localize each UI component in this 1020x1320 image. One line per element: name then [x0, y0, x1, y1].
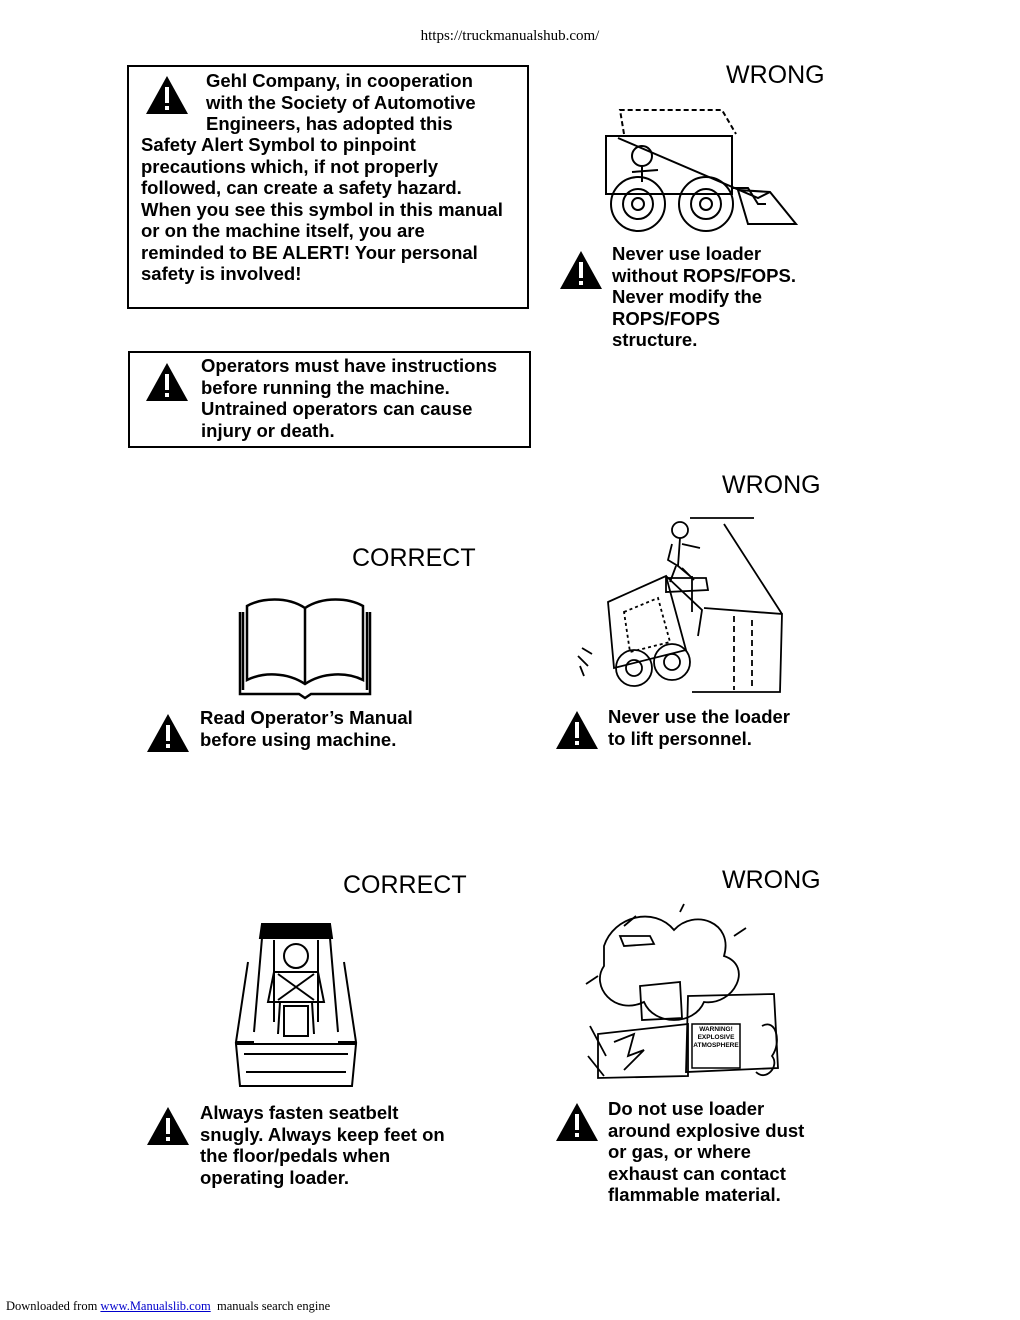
- rops-line: structure.: [612, 329, 698, 350]
- rops-wrong-label: WRONG: [726, 61, 825, 89]
- explosive-sign-text: WARNING! EXPLOSIVE ATMOSPHERE: [693, 1026, 739, 1049]
- seatbelt-correct-label: CORRECT: [343, 871, 467, 899]
- intro-line: When you see this symbol in this manual: [141, 198, 503, 220]
- seatbelt-warning-text: [200, 1102, 445, 1188]
- manual-warning-text: [200, 707, 413, 750]
- safety-alert-icon: [146, 1106, 190, 1146]
- rops-line: without ROPS/FOPS.: [612, 264, 796, 286]
- safety-alert-icon: [555, 710, 599, 750]
- footer-suffix: manuals search engine: [210, 1299, 331, 1313]
- explosive-line: or gas, or where: [608, 1141, 751, 1162]
- manualslib-link[interactable]: www.Manualslib.com: [100, 1299, 211, 1313]
- intro-text-body: [141, 134, 503, 285]
- intro-line: with the Society of Automotive: [206, 91, 476, 113]
- personnel-wrong-label: WRONG: [722, 471, 821, 499]
- explosive-warning-text: [608, 1098, 804, 1206]
- personnel-line: to lift personnel.: [608, 727, 752, 749]
- safety-alert-icon: [559, 250, 603, 290]
- intro-line: or on the machine itself, you are: [141, 220, 425, 241]
- explosive-wrong-label: WRONG: [722, 866, 821, 894]
- explosive-line: Do not use loader: [608, 1098, 765, 1119]
- rops-line: ROPS/FOPS: [612, 307, 720, 329]
- intro-line: precautions which, if not properly: [141, 155, 439, 177]
- safety-alert-intro-box: [127, 65, 529, 309]
- operator-seatbelt-illustration: [234, 922, 358, 1092]
- seatbelt-line: operating loader.: [200, 1166, 350, 1188]
- rops-line: Never use loader: [612, 243, 762, 264]
- intro-line: Gehl Company, in cooperation: [206, 70, 473, 91]
- manual-line: Read Operator’s Manual: [200, 707, 413, 728]
- explosive-line: around explosive dust: [608, 1119, 805, 1141]
- seatbelt-line: the floor/pedals when: [200, 1145, 391, 1166]
- intro-line: Safety Alert Symbol to pinpoint: [141, 134, 416, 155]
- operators-manual-book-icon: [237, 596, 373, 700]
- operators-text: [201, 355, 497, 441]
- safety-alert-icon: [146, 713, 190, 753]
- personnel-warning-text: [608, 706, 790, 749]
- rops-line: Never modify the: [612, 286, 763, 307]
- operators-line: Untrained operators can cause: [201, 398, 473, 419]
- footer-prefix: Downloaded from: [6, 1299, 101, 1313]
- loader-lifting-person-illustration: [574, 516, 784, 696]
- safety-alert-icon: [555, 1102, 599, 1142]
- operators-line: injury or death.: [201, 419, 335, 441]
- intro-line: reminded to BE ALERT! Your personal: [141, 241, 478, 263]
- intro-text-top: [206, 70, 476, 135]
- intro-line: Engineers, has adopted this: [206, 113, 453, 134]
- intro-line: followed, can create a safety hazard.: [141, 177, 462, 198]
- rops-warning-text: [612, 243, 796, 351]
- operators-instruction-box: [128, 351, 531, 448]
- seatbelt-line: snugly. Always keep feet on: [200, 1123, 445, 1145]
- operators-line: Operators must have instructions: [201, 355, 498, 376]
- safety-alert-icon: [145, 362, 189, 402]
- safety-alert-icon: [145, 75, 189, 115]
- loader-without-rops-illustration: [598, 108, 800, 234]
- operators-line: before running the machine.: [201, 376, 450, 398]
- loader-explosion-illustration: [584, 906, 784, 1090]
- manual-correct-label: CORRECT: [352, 544, 476, 572]
- explosive-line: flammable material.: [608, 1184, 781, 1205]
- seatbelt-line: Always fasten seatbelt: [200, 1102, 399, 1123]
- personnel-line: Never use the loader: [608, 706, 790, 727]
- download-footer: [6, 1299, 330, 1314]
- intro-line: safety is involved!: [141, 263, 302, 284]
- explosive-line: exhaust can contact: [608, 1162, 786, 1184]
- manual-line: before using machine.: [200, 728, 397, 750]
- source-url: https://truckmanualshub.com/: [420, 28, 600, 44]
